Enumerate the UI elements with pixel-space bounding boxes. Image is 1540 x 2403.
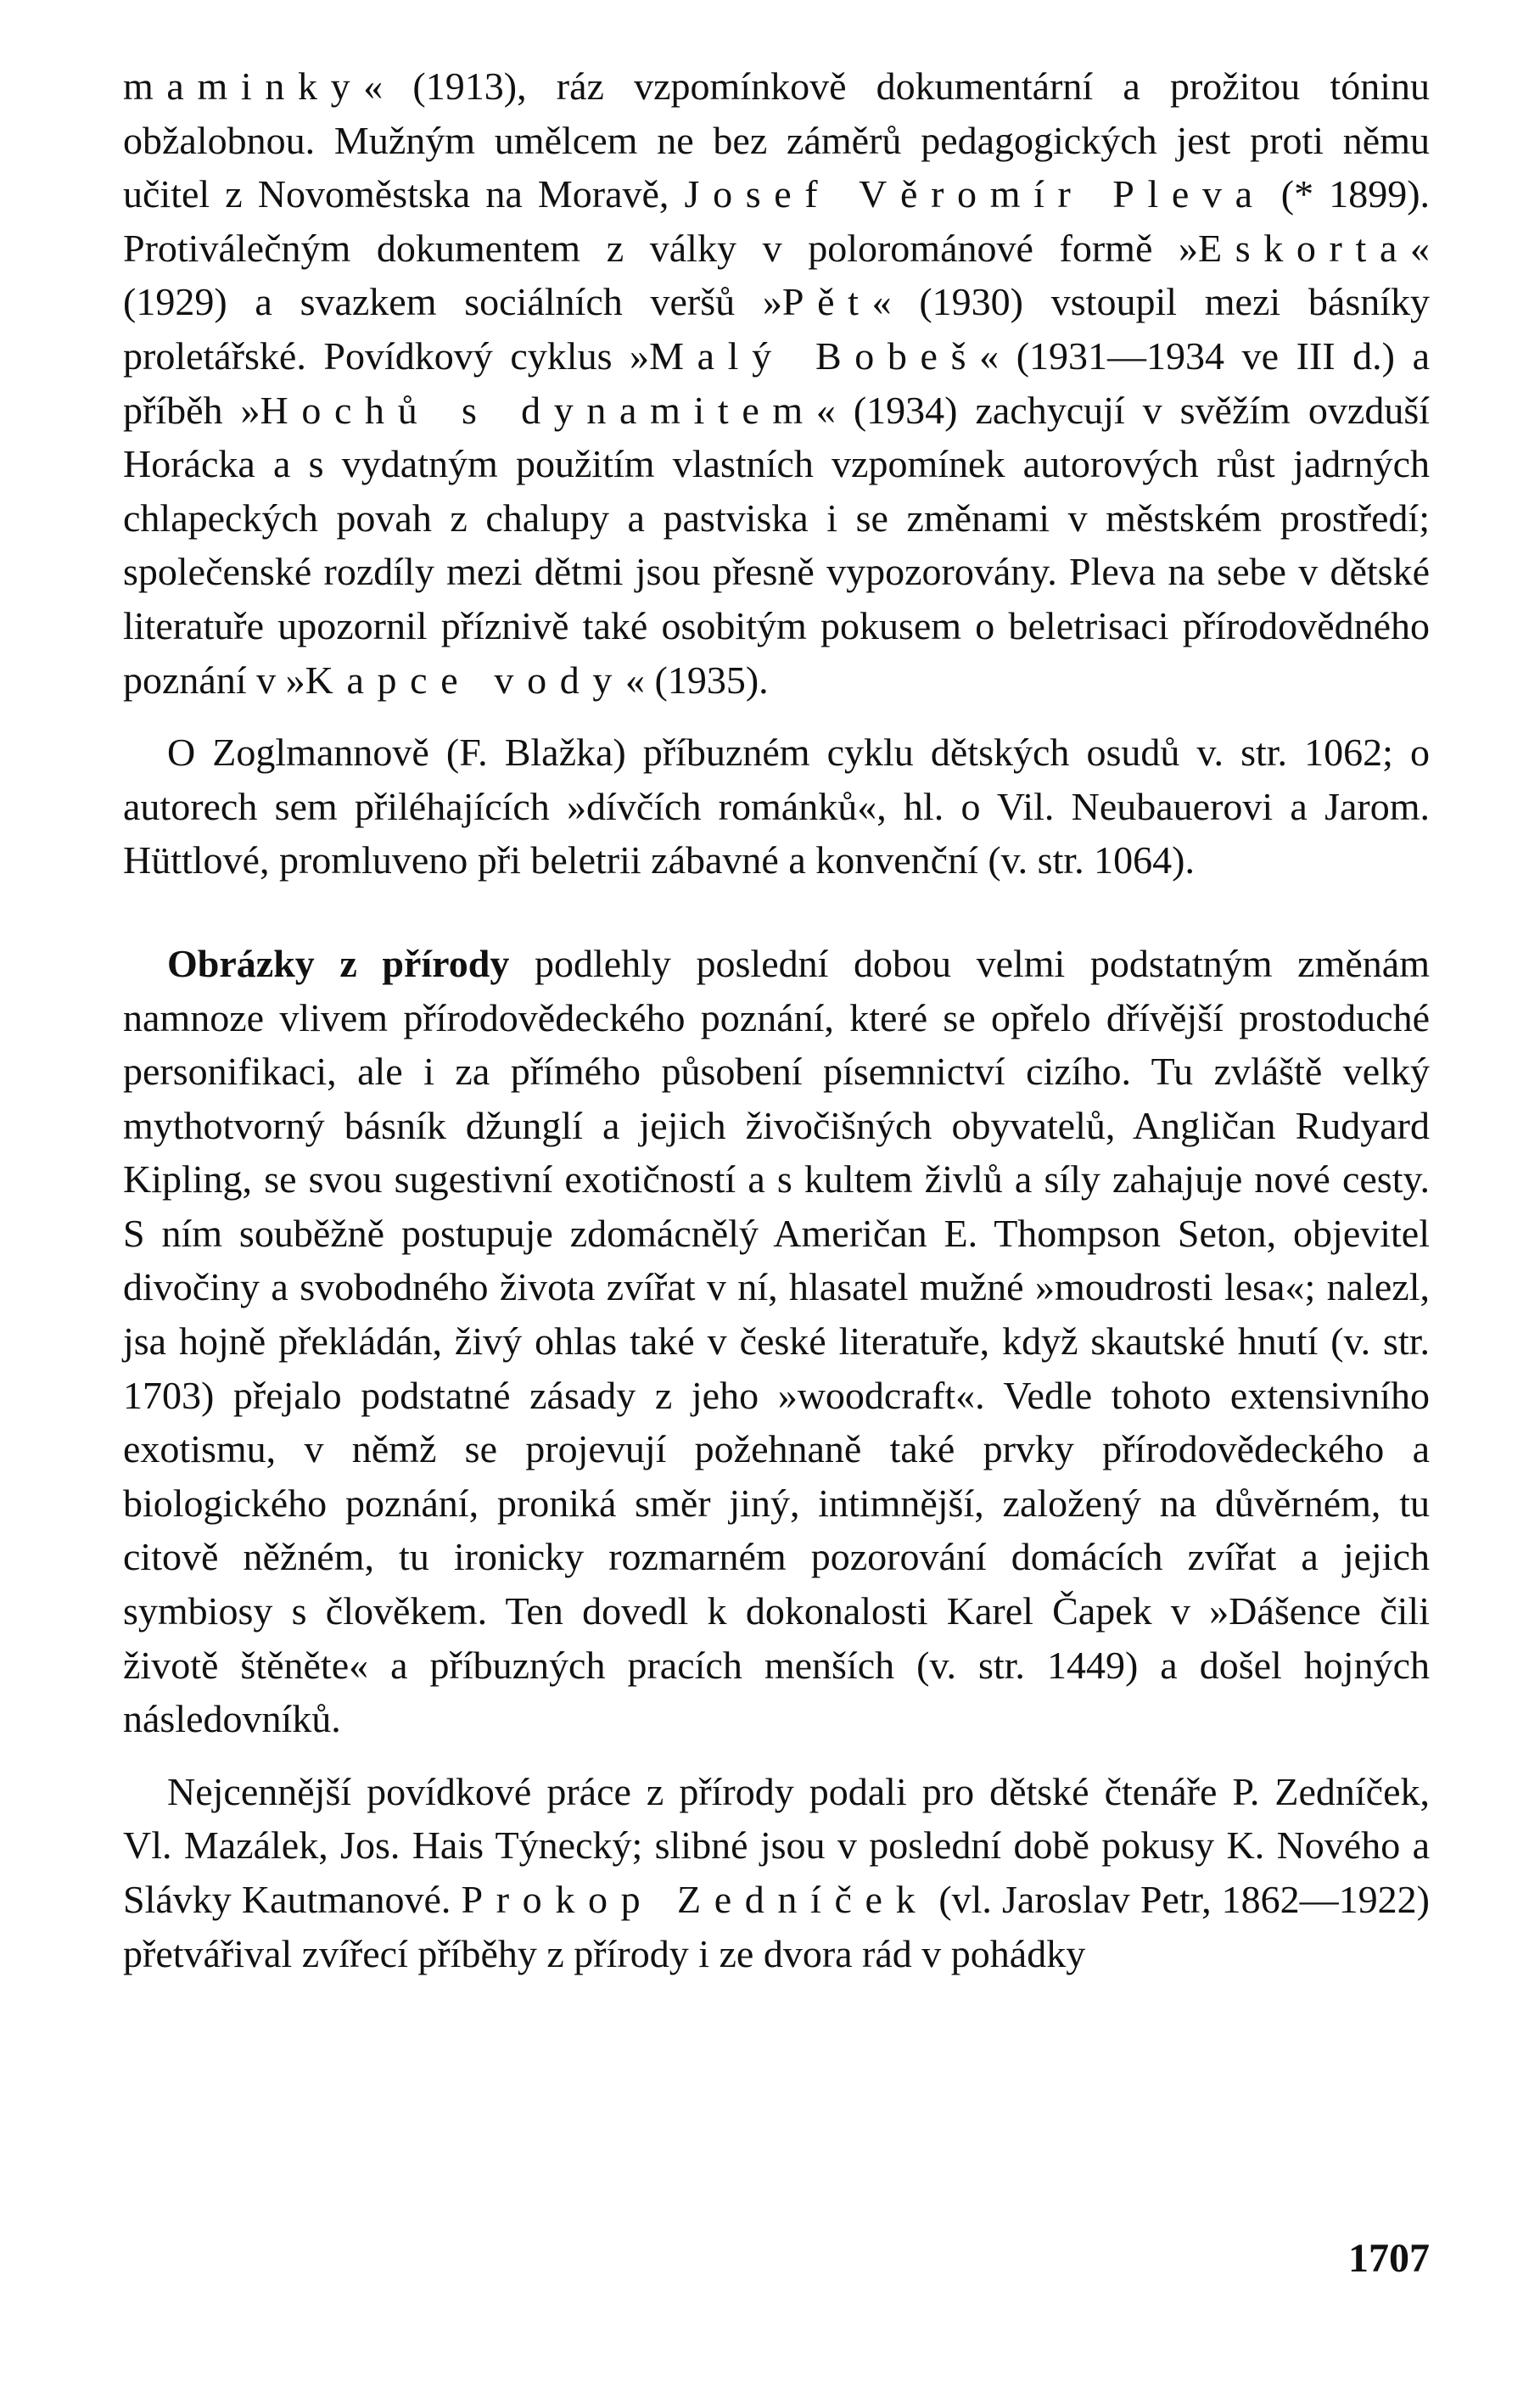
text-run: (vl. Jaroslav Petr, 1862—1922) přetvářival zvířecí příběhy z přírody i ze dvora rád v pohádky bbox=[123, 1878, 1431, 1975]
text-run: podlehly poslední dobou velmi podstatným změnám namnoze vlivem přírodovědeckého poznání, které se opřelo dřívější prostoduché personifikaci, ale i za přímého působení písemnictví cizího. Tu zvláště velký mythotvorný básník džunglí a jejich živočišných obyvatelů, Angličan Rudyard Kipling, se svou sugestivní exotičností a s kultem živlů a síly zahajuje nové cesty. S ním souběžně postupuje zdomácnělý Američan E. Thompson Seton, objevitel divočiny a svobodného života zvířat v ní, hlasatel mužné »moudrosti lesa«; nalezl, jsa hojně překládán, živý ohlas také v české literatuře, když skautské hnutí (v. str. 1703) přejalo podstatné zásady z jeho »woodcraft«. Vedle tohoto extensivního exotismu, v němž se projevují požehnaně také prvky přírodovědeckého a biologického poznání, proniká směr jiný, intimnější, založený na důvěrném, tu citově něžném, tu ironicky rozmarném pozorování domácích zvířat a jejich symbiosy s člověkem. Ten dovedl k dokonalosti Karel Čapek v »Dášence čili životě štěněte« a příbuzných pracích menších (v. str. 1449) a došel hojných následovníků. bbox=[123, 941, 1430, 1741]
text-run: « (1931—1934 ve III d.) a příběh » bbox=[123, 333, 1430, 432]
text-run: « (1934) zachycují v svěžím ovzduší Horácka a s vydatným použitím vlastních vzpomínek autorových růst jadrných chlapeckých povah z chalupy a pastviska i se změnami v městském prostředí; společenské rozdíly mezi dětmi jsou přesně vypozorovány. Pleva na sebe v dětské literatuře upozornil příznivě také osobitým pokusem o beletrisaci přírodovědného poznání v » bbox=[123, 388, 1431, 702]
text-run: « (1913), ráz vzpomínkově dokumentární a prožitou tóninu obžalobnou. Mužným umělcem ne bez záměrů pedagogických jest proti němu učitel z Novoměstska na Moravě, bbox=[123, 64, 1430, 216]
spaced-emphasis: Kapce vody bbox=[305, 658, 625, 702]
spaced-emphasis: maminky bbox=[123, 64, 364, 108]
text-run: (* 1899). Protiválečným dokumentem z války v polorománové formě » bbox=[123, 172, 1431, 270]
text-run: Nejcennější povídkové práce z přírody podali pro dětské čtenáře P. Zedníček, Vl. Mazálek, Jos. Hais Týnecký; slibné jsou v poslední době pokusy K. Nového a Slávky Kautmanové. bbox=[123, 1769, 1430, 1921]
text-run: « (1930) vstoupil mezi básníky proletářské. Povídkový cyklus » bbox=[123, 280, 1431, 378]
paragraph-obrazky-z-prirody bbox=[123, 937, 1430, 1746]
spaced-emphasis: Eskorta bbox=[1198, 226, 1410, 270]
spaced-emphasis: Josef Věromír Pleva bbox=[684, 172, 1266, 216]
spaced-emphasis: Malý Bobeš bbox=[649, 333, 980, 378]
spaced-emphasis: Pět bbox=[781, 280, 872, 324]
spaced-emphasis: Hochů s dynamitem bbox=[260, 388, 816, 432]
text-run: O Zoglmannově (F. Blažka) příbuzném cyklu dětských osudů v. str. 1062; o autorech sem přiléhajících »dívčích románků«, hl. o Vil. Neubauerovi a Jarom. Hüttlové, promluveno při beletrii zábavné a konvenční (v. str. 1064). bbox=[123, 731, 1430, 882]
bold-heading: Obrázky z přírody bbox=[167, 941, 510, 985]
spaced-emphasis: Prokop Zedníček bbox=[461, 1878, 929, 1921]
paragraph-zednicek bbox=[123, 1765, 1430, 1980]
paragraph-pleva bbox=[123, 59, 1430, 707]
text-run: « (1929) a svazkem sociálních veršů » bbox=[123, 226, 1430, 324]
page-number: 1707 bbox=[1348, 2236, 1430, 2281]
text-run: « (1935). bbox=[625, 658, 769, 702]
page-body bbox=[123, 59, 1430, 1980]
paragraph-zoglmann bbox=[123, 725, 1430, 888]
